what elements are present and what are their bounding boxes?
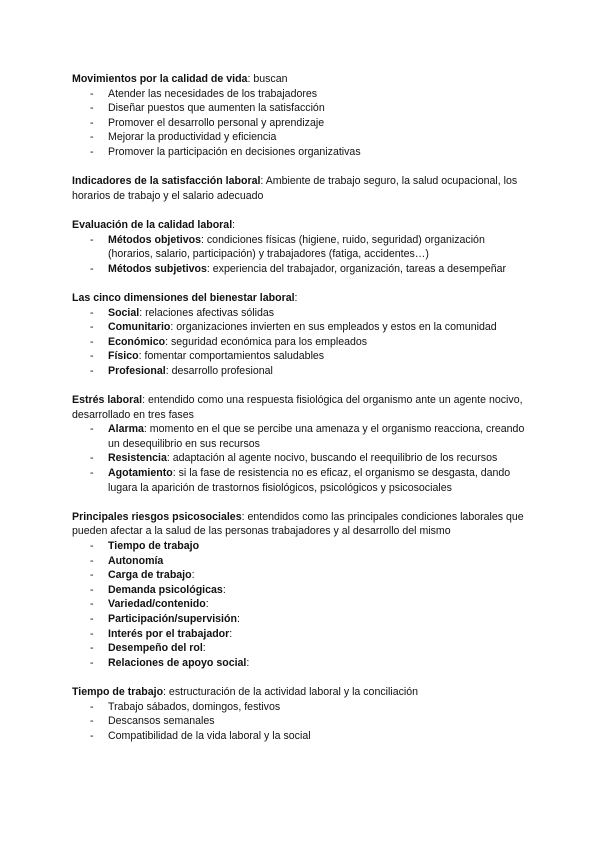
bullet-list bbox=[72, 700, 532, 744]
list-item-text: Descansos semanales bbox=[108, 715, 215, 728]
section-heading: Tiempo de trabajo bbox=[72, 685, 164, 698]
list-item-label: Profesional bbox=[108, 364, 166, 377]
list-item-label: Relaciones de apoyo social bbox=[108, 656, 247, 669]
section-intro bbox=[72, 218, 532, 233]
list-item-label: Resistencia bbox=[108, 452, 167, 465]
list-item bbox=[72, 364, 532, 379]
list-item bbox=[72, 568, 532, 583]
list-item-label: Económico bbox=[108, 335, 166, 348]
list-item-label: Alarma bbox=[108, 423, 144, 436]
dash-bullet: - bbox=[90, 569, 94, 582]
section-wellbeing-dimensions bbox=[72, 291, 532, 379]
section-work-stress bbox=[72, 393, 532, 495]
bullet-list bbox=[72, 422, 532, 495]
section-intro bbox=[72, 174, 532, 203]
list-item bbox=[72, 422, 532, 451]
list-item-text: : bbox=[205, 598, 209, 611]
list-item-text: Compatibilidad de la vida laboral y la social bbox=[108, 729, 311, 742]
list-item bbox=[72, 130, 532, 145]
list-item bbox=[72, 466, 532, 495]
list-item bbox=[72, 583, 532, 598]
section-heading: Estrés laboral bbox=[72, 394, 143, 407]
list-item-text: : bbox=[246, 656, 250, 669]
dash-bullet: - bbox=[90, 700, 94, 713]
dash-bullet: - bbox=[90, 145, 94, 158]
dash-bullet: - bbox=[90, 102, 94, 115]
dash-bullet: - bbox=[90, 306, 94, 319]
list-item bbox=[72, 101, 532, 116]
list-item-text: : experiencia del trabajador, organización, tareas a desempeñar bbox=[206, 262, 507, 275]
list-item-text: Atender las necesidades de los trabajadores bbox=[108, 87, 318, 100]
list-item-label: Métodos subjetivos bbox=[108, 262, 207, 275]
section-heading: Las cinco dimensiones del bienestar laboral bbox=[72, 291, 295, 304]
list-item-text: Promover el desarrollo personal y aprendizaje bbox=[108, 116, 325, 129]
list-item-text: : adaptación al agente nocivo, buscando el reequilibrio de los recursos bbox=[166, 452, 498, 465]
dash-bullet: - bbox=[90, 87, 94, 100]
section-text: : Ambiente de trabajo seguro, la salud ocupacional, los horarios de trabajo y el salario adecuado bbox=[72, 175, 518, 202]
list-item bbox=[72, 714, 532, 729]
section-text: : buscan bbox=[247, 73, 288, 85]
list-item-label: Comunitario bbox=[108, 321, 171, 334]
list-item-text: : bbox=[236, 612, 240, 625]
dash-bullet: - bbox=[90, 452, 94, 465]
list-item bbox=[72, 656, 532, 671]
dash-bullet: - bbox=[90, 583, 94, 596]
list-item bbox=[72, 612, 532, 627]
list-item bbox=[72, 262, 532, 277]
dash-bullet: - bbox=[90, 233, 94, 246]
dash-bullet: - bbox=[90, 467, 94, 480]
dash-bullet: - bbox=[90, 612, 94, 625]
bullet-list bbox=[72, 539, 532, 670]
section-quality-evaluation bbox=[72, 218, 532, 276]
list-item bbox=[72, 641, 532, 656]
dash-bullet: - bbox=[90, 540, 94, 552]
dash-bullet: - bbox=[90, 131, 94, 144]
dash-bullet: - bbox=[90, 598, 94, 611]
list-item-label: Carga de trabajo bbox=[108, 569, 192, 582]
section-text: : bbox=[232, 218, 236, 231]
list-item-text: Mejorar la productividad y eficiencia bbox=[108, 131, 277, 144]
list-item bbox=[72, 306, 532, 321]
list-item-text: : si la fase de resistencia no es eficaz, el organismo se desgasta, dando lugara la aparición de trastornos fisiológicos, psicológicos y psicosociales bbox=[108, 467, 511, 494]
section-intro bbox=[72, 72, 532, 87]
section-intro bbox=[72, 393, 532, 422]
list-item bbox=[72, 554, 532, 569]
section-text: : estructuración de la actividad laboral y la conciliación bbox=[163, 685, 419, 698]
list-item-text: Trabajo sábados, domingos, festivos bbox=[108, 700, 281, 713]
dash-bullet: - bbox=[90, 116, 94, 129]
list-item-label: Métodos objetivos bbox=[108, 233, 201, 246]
list-item-text: Diseñar puestos que aumenten la satisfacción bbox=[108, 102, 325, 115]
section-text: : bbox=[294, 291, 298, 304]
dash-bullet: - bbox=[90, 262, 94, 275]
list-item-label: Participación/supervisión bbox=[108, 612, 237, 625]
section-intro bbox=[72, 685, 532, 700]
list-item-label: Físico bbox=[108, 350, 139, 363]
section-psychosocial-risks bbox=[72, 510, 532, 671]
dash-bullet: - bbox=[90, 321, 94, 334]
list-item bbox=[72, 700, 532, 715]
list-item-text: : momento en el que se percibe una amenaza y el organismo reacciona, creando un desequilibrio en sus recursos bbox=[108, 423, 525, 450]
list-item-text: Promover la participación en decisiones organizativas bbox=[108, 145, 361, 158]
list-item bbox=[72, 116, 532, 131]
list-item bbox=[72, 87, 532, 102]
list-item bbox=[72, 729, 532, 744]
dash-bullet: - bbox=[90, 656, 94, 669]
list-item bbox=[72, 320, 532, 335]
section-heading: Indicadores de la satisfacción laboral bbox=[72, 175, 261, 188]
list-item-label: Autonomía bbox=[108, 554, 164, 567]
list-item-text: : bbox=[202, 642, 206, 655]
dash-bullet: - bbox=[90, 642, 94, 655]
dash-bullet: - bbox=[90, 729, 94, 742]
section-text: : entendido como una respuesta fisiológica del organismo ante un agente nocivo, desarrollado en tres fases bbox=[72, 394, 523, 421]
list-item bbox=[72, 627, 532, 642]
section-intro bbox=[72, 291, 532, 306]
dash-bullet: - bbox=[90, 350, 94, 363]
section-heading: Principales riesgos psicosociales bbox=[72, 510, 242, 523]
list-item bbox=[72, 451, 532, 466]
bullet-list bbox=[72, 306, 532, 379]
list-item-text: : desarrollo profesional bbox=[165, 364, 273, 377]
list-item-label: Social bbox=[108, 306, 140, 319]
list-item-text: : seguridad económica para los empleados bbox=[165, 335, 368, 348]
list-item-label: Desempeño del rol bbox=[108, 642, 203, 655]
section-intro bbox=[72, 510, 532, 539]
list-item-text: : fomentar comportamientos saludables bbox=[138, 350, 325, 363]
list-item-text: : relaciones afectivas sólidas bbox=[139, 306, 275, 319]
list-item-label: Agotamiento bbox=[108, 467, 173, 480]
list-item bbox=[72, 349, 532, 364]
list-item bbox=[72, 539, 532, 554]
list-item-label: Tiempo de trabajo bbox=[108, 540, 200, 552]
section-satisfaction-indicators bbox=[72, 174, 532, 203]
section-work-time bbox=[72, 685, 532, 743]
list-item-text: : bbox=[229, 627, 233, 640]
list-item-label: Variedad/contenido bbox=[108, 598, 206, 611]
list-item-text: : condiciones físicas (higiene, ruido, seguridad) organización (horarios, salario, participación) y trabajadores (fatiga, accidentes…) bbox=[108, 233, 485, 261]
section-text: : entendidos como las principales condiciones laborales que pueden afectar a la salud de las personas trabajadores y al desarrollo del mismo bbox=[72, 510, 524, 538]
list-item-label: Demanda psicológicas bbox=[108, 583, 223, 596]
bullet-list bbox=[72, 87, 532, 160]
section-heading: Movimientos por la calidad de vida bbox=[72, 73, 248, 85]
dash-bullet: - bbox=[90, 364, 94, 377]
dash-bullet: - bbox=[90, 715, 94, 728]
list-item-text: : bbox=[191, 569, 195, 582]
list-item bbox=[72, 145, 532, 160]
bullet-list bbox=[72, 233, 532, 277]
list-item-label: Interés por el trabajador bbox=[108, 627, 230, 640]
dash-bullet: - bbox=[90, 554, 94, 567]
dash-bullet: - bbox=[90, 335, 94, 348]
list-item-text: : organizaciones invierten en sus empleados y estos en la comunidad bbox=[170, 321, 497, 334]
list-item bbox=[72, 335, 532, 350]
list-item bbox=[72, 597, 532, 612]
section-quality-of-life-movements bbox=[72, 72, 532, 160]
list-item bbox=[72, 233, 532, 262]
document-page bbox=[72, 72, 532, 758]
dash-bullet: - bbox=[90, 423, 94, 436]
section-heading: Evaluación de la calidad laboral bbox=[72, 218, 233, 231]
dash-bullet: - bbox=[90, 627, 94, 640]
list-item-text: : bbox=[222, 583, 226, 596]
